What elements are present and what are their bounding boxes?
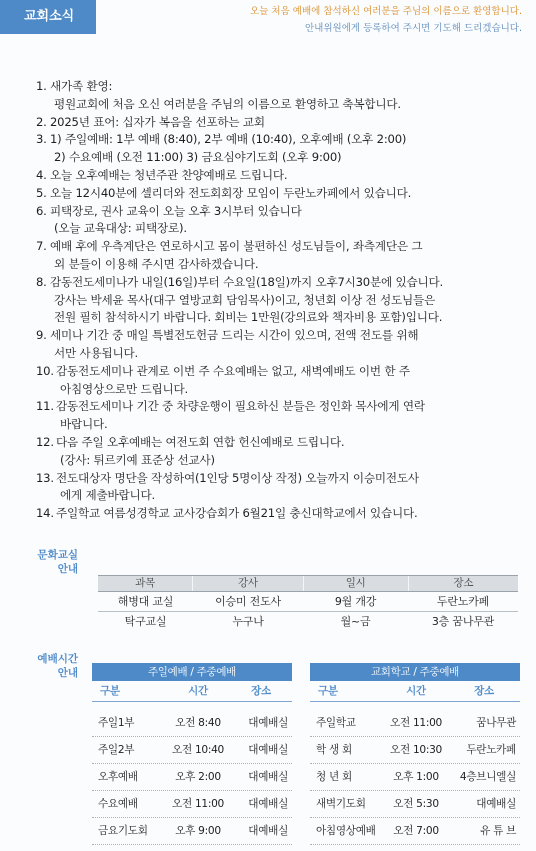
welcome-text: 오늘 처음 예배에 참석하신 여러분을 주님의 이름으로 환영합니다.: [250, 6, 522, 17]
table-cell: 청 년 회: [316, 771, 352, 783]
news-text: [50, 114, 518, 132]
table-cell: 오전 11:00: [390, 717, 442, 729]
news-item: [36, 363, 518, 399]
table-cell: 주일2부: [98, 744, 135, 756]
news-number: 1.: [36, 79, 47, 93]
news-line: 1) 주일예배: 1부 예배 (8:40), 2부 예배 (10:40), 오후예배 (오후 2:00): [50, 132, 407, 147]
news-text: [50, 185, 518, 203]
table-cell: 꿈나무관: [476, 717, 516, 729]
news-text: [56, 398, 518, 434]
column-header: 장소: [474, 685, 494, 697]
news-text: [56, 470, 518, 506]
table-row: [310, 764, 520, 791]
table-row: [98, 592, 518, 612]
culture-header-date: 일시: [304, 576, 409, 591]
news-line: (오늘 교육대상: 피택장로).: [54, 221, 187, 236]
news-number: 8.: [36, 274, 47, 289]
registration-text: 안내위원에게 등록하여 주시면 기도해 드리겠습니다.: [305, 23, 522, 34]
table-row: [310, 737, 520, 764]
column-header: 구분: [100, 685, 120, 697]
culture-table-header: [98, 575, 518, 592]
table-row: [98, 612, 518, 631]
news-number: 11.: [36, 399, 54, 414]
table-cell: 이승미 전도사: [215, 595, 281, 608]
table-cell: 3층 꿈나무관: [431, 615, 495, 628]
news-line: 다음 주일 오후예배는 여전도회 연합 헌신예배로 드립니다.: [56, 434, 345, 449]
news-number: 6.: [36, 203, 47, 218]
table-cell: 유 튜 브: [480, 825, 516, 837]
news-line: 2) 수요예배 (오전 11:00) 3) 금요심야기도회 (오후 9:00): [54, 150, 342, 165]
table-cell: 9월 개강: [334, 595, 377, 608]
table-cell: 주일학교: [316, 717, 356, 729]
table-cell: 오전 10:30: [390, 744, 442, 756]
news-item: [36, 167, 518, 185]
news-line: 감동전도세미나 관계로 이번 주 수요예배는 없고, 새벽예배도 이번 한 주: [56, 363, 410, 378]
culture-table: [98, 575, 518, 631]
sunday-worship-table: [92, 663, 292, 845]
news-text: [50, 238, 518, 274]
culture-label-line2: 안내: [57, 563, 78, 575]
news-text: [50, 131, 518, 167]
news-line: 전원 필히 참석하시기 바랍니다. 회비는 1만원(강의료와 책자비용 포함)입니다.: [54, 310, 443, 325]
news-number: 9.: [36, 328, 47, 343]
news-line: 바랍니다.: [60, 417, 108, 432]
news-line: 예배 후에 우측계단은 연로하시고 몸이 불편하신 성도님들이, 좌측계단은 그: [50, 239, 423, 254]
table-cell: 두란노카페: [466, 744, 516, 756]
news-line: 피택장로, 권사 교육이 오늘 오후 3시부터 있습니다: [50, 203, 302, 218]
news-number: 7.: [36, 239, 47, 254]
news-line: 아침영상으로만 드립니다.: [60, 381, 188, 396]
table-cell: 금요기도회: [98, 825, 148, 837]
news-item: [36, 131, 518, 167]
table-cell: 아침영상예배: [316, 825, 376, 837]
news-item: [36, 434, 518, 470]
news-text: [50, 78, 518, 114]
table-cell: 오전 10:40: [172, 744, 224, 756]
table-cell: 오후예배: [98, 771, 138, 783]
news-text: [56, 434, 518, 470]
table-cell: 오후 9:00: [175, 825, 221, 837]
table-cell: 대예배실: [476, 798, 516, 810]
table-cell: 대예배실: [248, 717, 288, 729]
news-item: [36, 274, 518, 327]
news-line: 감동전도세미나 기간 중 차량운행이 필요하신 분들은 정인화 목사에게 연락: [56, 399, 425, 414]
news-item: [36, 78, 518, 114]
column-header: 장소: [251, 685, 271, 697]
news-text: [56, 363, 518, 399]
table-cell: 새벽기도회: [316, 798, 366, 810]
table-cell: 누구나: [232, 615, 264, 628]
table-cell: 학 생 회: [316, 744, 352, 756]
news-text: [56, 505, 518, 523]
news-item: [36, 470, 518, 506]
table-row: [310, 791, 520, 818]
news-line: 세미나 기간 중 매일 특별전도헌금 드리는 시간이 있으며, 전액 전도를 위해: [50, 328, 419, 343]
worship-label-line1: 예배시간: [37, 653, 78, 665]
table-row: [92, 818, 292, 845]
news-number: 10.: [36, 363, 54, 378]
table-cell: 월~금: [340, 615, 371, 628]
news-line: 강사는 박세윤 목사(대구 열방교회 담임목사)이고, 청년회 이상 전 성도님들은: [54, 292, 436, 307]
table-row: [92, 791, 292, 818]
table-cell: 수요예배: [98, 798, 138, 810]
news-item: [36, 327, 518, 363]
news-line: 새가족 환영:: [50, 79, 113, 93]
table-title: 주일예배 / 주중예배: [92, 663, 292, 681]
news-item: [36, 114, 518, 132]
news-text: [50, 203, 518, 239]
table-row: [92, 764, 292, 791]
culture-header-subject: 과목: [98, 576, 193, 591]
culture-header-teacher: 강사: [193, 576, 303, 591]
table-header: [310, 681, 520, 702]
worship-label-line2: 안내: [57, 667, 78, 679]
section-tab: 교회소식: [0, 0, 96, 34]
table-cell: 대예배실: [248, 798, 288, 810]
column-header: 시간: [188, 685, 208, 697]
news-line: (강사: 튀르키예 표준상 선교사): [60, 452, 215, 467]
news-item: [36, 238, 518, 274]
table-row: [310, 818, 520, 845]
news-line: 오늘 12시40분에 셀리더와 전도회회장 모임이 두란노카페에서 있습니다.: [50, 185, 412, 200]
church-school-table: [310, 663, 520, 845]
news-line: 주일학교 여름성경학교 교사강습회가 6월21일 충신대학교에서 있습니다.: [56, 506, 418, 521]
column-header: 시간: [406, 685, 426, 697]
news-number: 14.: [36, 506, 54, 521]
news-line: 에게 제출바랍니다.: [60, 488, 155, 503]
table-cell: 4층브니엘실: [459, 771, 516, 783]
news-number: 4.: [36, 167, 47, 182]
news-item: [36, 185, 518, 203]
news-number: 13.: [36, 470, 54, 485]
news-line: 감동전도세미나가 내일(16일)부터 수요일(18일)까지 오후7시30분에 있습니다.: [50, 274, 443, 289]
worship-label: [0, 652, 78, 680]
news-item: [36, 398, 518, 434]
news-item: [36, 505, 518, 523]
table-row: [310, 710, 520, 737]
table-cell: 오전 5:30: [393, 798, 439, 810]
table-cell: 두란노카페: [436, 595, 490, 608]
table-title: 교회학교 / 주중예배: [310, 663, 520, 681]
table-cell: 주일1부: [98, 717, 135, 729]
news-item: [36, 203, 518, 239]
header: [0, 0, 536, 36]
table-row: [92, 737, 292, 764]
table-cell: 오후 1:00: [393, 771, 439, 783]
table-cell: 해병대 교실: [117, 595, 174, 608]
news-number: 5.: [36, 185, 47, 200]
table-cell: 탁구교실: [124, 615, 167, 628]
news-text: [50, 327, 518, 363]
table-cell: 대예배실: [248, 825, 288, 837]
news-text: [50, 274, 518, 327]
table-header: [92, 681, 292, 702]
news-text: [50, 167, 518, 185]
news-line: 서만 사용됩니다.: [54, 345, 138, 360]
table-cell: 오후 2:00: [175, 771, 221, 783]
table-cell: 오전 11:00: [172, 798, 224, 810]
culture-label-line1: 문화교실: [37, 549, 78, 561]
table-cell: 오전 7:00: [393, 825, 439, 837]
table-cell: 대예배실: [248, 744, 288, 756]
table-cell: 오전 8:40: [175, 717, 221, 729]
table-cell: 대예배실: [248, 771, 288, 783]
news-number: 12.: [36, 434, 54, 449]
news-line: 오늘 오후예배는 청년주관 찬양예배로 드립니다.: [50, 167, 288, 182]
news-line: 외 분들이 이용해 주시면 감사하겠습니다.: [54, 256, 259, 271]
news-line: 2025년 표어: 십자가 복음을 선포하는 교회: [50, 114, 265, 129]
news-number: 3.: [36, 132, 47, 147]
news-line: 전도대상자 명단을 작성하여(1인당 5명이상 작정) 오늘까지 이승미전도사: [56, 470, 419, 485]
news-number: 2.: [36, 114, 47, 129]
news-line: 평원교회에 처음 오신 여러분을 주님의 이름으로 환영하고 축복합니다.: [54, 96, 401, 111]
column-header: 구분: [318, 685, 338, 697]
table-row: [92, 710, 292, 737]
news-list: [36, 78, 518, 523]
culture-label: [0, 548, 78, 576]
culture-header-place: 장소: [453, 577, 474, 589]
